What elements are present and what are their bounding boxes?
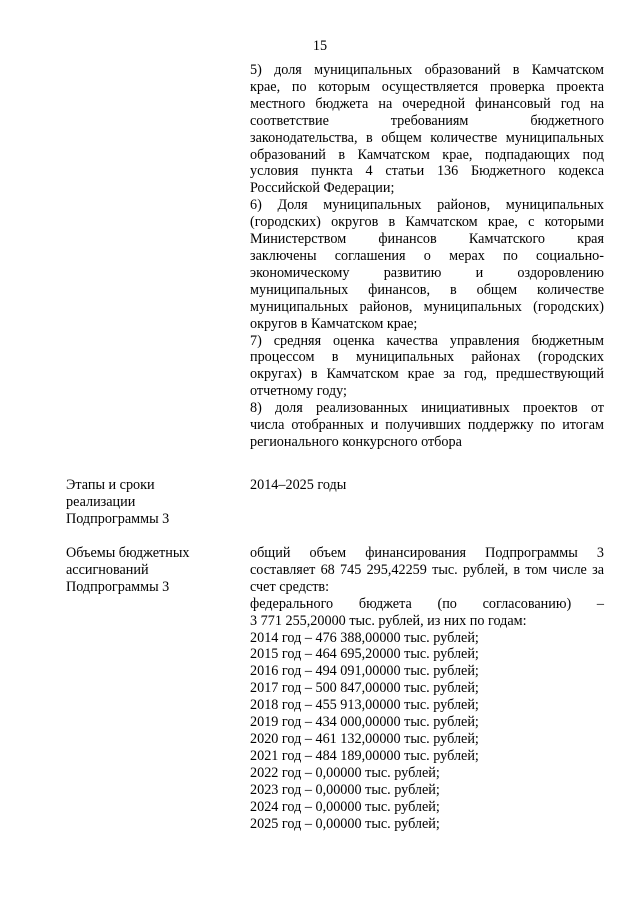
budget-intro-line: 3 771 255,20000 тыс. рублей, из них по годам:	[250, 612, 527, 629]
stages-label-line: реализации	[66, 493, 136, 510]
budget-year-item: 2023 год – 0,00000 тыс. рублей;	[250, 781, 440, 798]
budget-year-item: 2025 год – 0,00000 тыс. рублей;	[250, 815, 440, 832]
stages-value: 2014–2025 годы	[250, 477, 347, 493]
budget-year-item: 2024 год – 0,00000 тыс. рублей;	[250, 798, 440, 815]
indicator-line: условия пункта 4 статьи 136 Бюджетного кодекса	[250, 163, 604, 180]
indicator-line: соответствие требованиям бюджетного	[250, 112, 604, 129]
subprogram-indicators-list	[250, 62, 604, 451]
stages-label-line: Подпрограммы 3	[66, 510, 170, 527]
indicator-line: муниципальных финансов, в общем количестве	[250, 281, 604, 298]
stages-label	[66, 477, 226, 528]
budget-value	[250, 545, 604, 832]
indicator-line: Министерством финансов Камчатского края	[250, 231, 604, 248]
budget-years-list	[250, 630, 604, 833]
indicator-line: 6) Доля муниципальных районов, муниципальных	[250, 197, 604, 214]
budget-year-item: 2016 год – 494 091,00000 тыс. рублей;	[250, 663, 479, 680]
budget-year-item: 2014 год – 476 388,00000 тыс. рублей;	[250, 629, 479, 646]
indicator-line: процессом в муниципальных районах (городских	[250, 349, 604, 366]
indicator-line: местного бюджета на очередной финансовый год на	[250, 95, 604, 112]
budget-year-item: 2022 год – 0,00000 тыс. рублей;	[250, 764, 440, 781]
stages-label-line: Этапы и сроки	[66, 477, 155, 493]
indicator-line: 5) доля муниципальных образований в Камчатском	[250, 62, 604, 78]
indicator-line: числа отобранных и получивших поддержку по итогам	[250, 417, 604, 434]
budget-intro-line: составляет 68 745 295,42259 тыс. рублей, в том числе за	[250, 561, 604, 578]
budget-label-line: Объемы бюджетных	[66, 545, 190, 561]
indicator-line: муниципальных районов, муниципальных (городских)	[250, 298, 604, 315]
indicator-line: отчетному году;	[250, 383, 347, 400]
page-number: 15	[312, 38, 328, 54]
budget-year-item: 2020 год – 461 132,00000 тыс. рублей;	[250, 730, 479, 747]
budget-intro-line: федерального бюджета (по согласованию) –	[250, 595, 604, 612]
indicator-line: 8) доля реализованных инициативных проектов от	[250, 400, 604, 417]
budget-year-item: 2021 год – 484 189,00000 тыс. рублей;	[250, 747, 479, 764]
budget-label	[66, 545, 226, 596]
indicator-line: крае, по которым осуществляется проверка проекта	[250, 78, 604, 95]
budget-intro-line: общий объем финансирования Подпрограммы 3	[250, 545, 604, 561]
indicator-line: законодательства, в общем количестве муниципальных	[250, 129, 604, 146]
budget-intro-line: счет средств:	[250, 578, 330, 595]
indicator-line: округов в Камчатском крае;	[250, 315, 418, 332]
indicator-line: округах) в Камчатском крае за год, предшествующий	[250, 366, 604, 383]
indicator-line: регионального конкурсного отбора	[250, 433, 462, 450]
indicator-line: 7) средняя оценка качества управления бюджетным	[250, 332, 604, 349]
indicator-line: экономическому развитию и оздоровлению	[250, 264, 604, 281]
budget-label-line: ассигнований	[66, 561, 149, 578]
budget-intro	[250, 545, 604, 630]
indicator-line: Российской Федерации;	[250, 180, 395, 197]
budget-label-line: Подпрограммы 3	[66, 578, 170, 595]
budget-year-item: 2018 год – 455 913,00000 тыс. рублей;	[250, 697, 479, 714]
budget-year-item: 2015 год – 464 695,20000 тыс. рублей;	[250, 646, 479, 663]
indicator-line: (городских) округов в Камчатском крае, с которыми	[250, 214, 604, 231]
budget-year-item: 2017 год – 500 847,00000 тыс. рублей;	[250, 680, 479, 697]
indicator-line: заключены соглашения о мерах по социально-	[250, 247, 604, 264]
indicator-line: образований в Камчатском крае, подпадающих под	[250, 146, 604, 163]
budget-year-item: 2019 год – 434 000,00000 тыс. рублей;	[250, 714, 479, 731]
